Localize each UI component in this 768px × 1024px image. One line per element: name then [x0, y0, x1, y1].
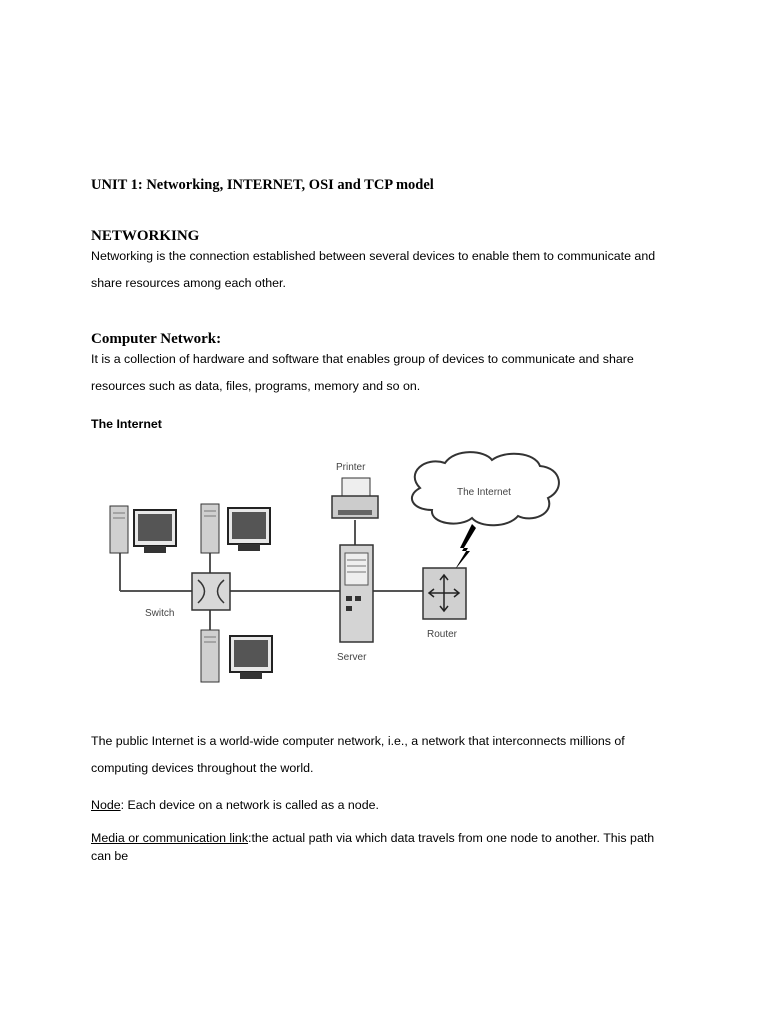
monitor-2-screen	[232, 512, 266, 539]
server-button	[346, 606, 352, 611]
server-label: Server	[337, 652, 367, 663]
router-device	[423, 568, 466, 619]
monitor-3-screen	[234, 640, 268, 667]
node-definition	[91, 796, 691, 814]
switch-label: Switch	[145, 608, 175, 619]
switch-box	[192, 573, 230, 610]
networking-line-2: share resources among each other.	[91, 276, 286, 290]
internet-line-2: computing devices throughout the world.	[91, 761, 314, 775]
cloud-label: The Internet	[457, 487, 511, 498]
server-drive-bay	[345, 553, 368, 585]
media-text-line-2: can be	[91, 849, 129, 863]
networking-heading: NETWORKING	[91, 228, 200, 244]
media-term: Media or communication link	[91, 831, 249, 845]
server-button	[355, 596, 361, 601]
computer-network-heading: Computer Network:	[91, 331, 222, 347]
monitor-1-stand	[144, 546, 166, 553]
computer-2	[201, 504, 270, 553]
printer-label: Printer	[336, 462, 366, 473]
computer-3	[201, 630, 272, 682]
computer-network-paragraph	[91, 346, 691, 400]
printer-device	[332, 478, 378, 518]
internet-paragraph	[91, 728, 691, 782]
monitor-3-stand	[240, 672, 262, 679]
lightning-bolt-icon	[454, 524, 476, 571]
node-term: Node	[91, 798, 121, 812]
tower-3	[201, 630, 219, 682]
media-definition	[91, 829, 691, 865]
networking-line-1: Networking is the connection established between several devices to enable them to communicate and	[91, 249, 656, 263]
networking-paragraph	[91, 243, 691, 297]
node-text: : Each device on a network is called as a node.	[120, 798, 379, 812]
network-diagram	[100, 448, 570, 693]
switch-device	[192, 573, 230, 610]
server-device	[340, 545, 373, 642]
monitor-1-screen	[138, 514, 172, 541]
computer-1	[110, 506, 176, 553]
printer-paper	[342, 478, 370, 496]
internet-heading: The Internet	[91, 417, 162, 431]
monitor-2-stand	[238, 544, 260, 551]
printer-slot	[338, 510, 372, 515]
computer-network-line-1: It is a collection of hardware and software that enables group of devices to communicate and share	[91, 352, 634, 366]
server-button	[346, 596, 352, 601]
media-text-line-1: :the actual path via which data travels from one node to another. This path	[248, 831, 655, 845]
internet-line-1: The public Internet is a world-wide computer network, i.e., a network that interconnects millions of	[91, 734, 625, 748]
router-label: Router	[427, 629, 458, 640]
page-title: UNIT 1: Networking, INTERNET, OSI and TCP model	[91, 177, 434, 193]
computer-network-line-2: resources such as data, files, programs, memory and so on.	[91, 379, 421, 393]
